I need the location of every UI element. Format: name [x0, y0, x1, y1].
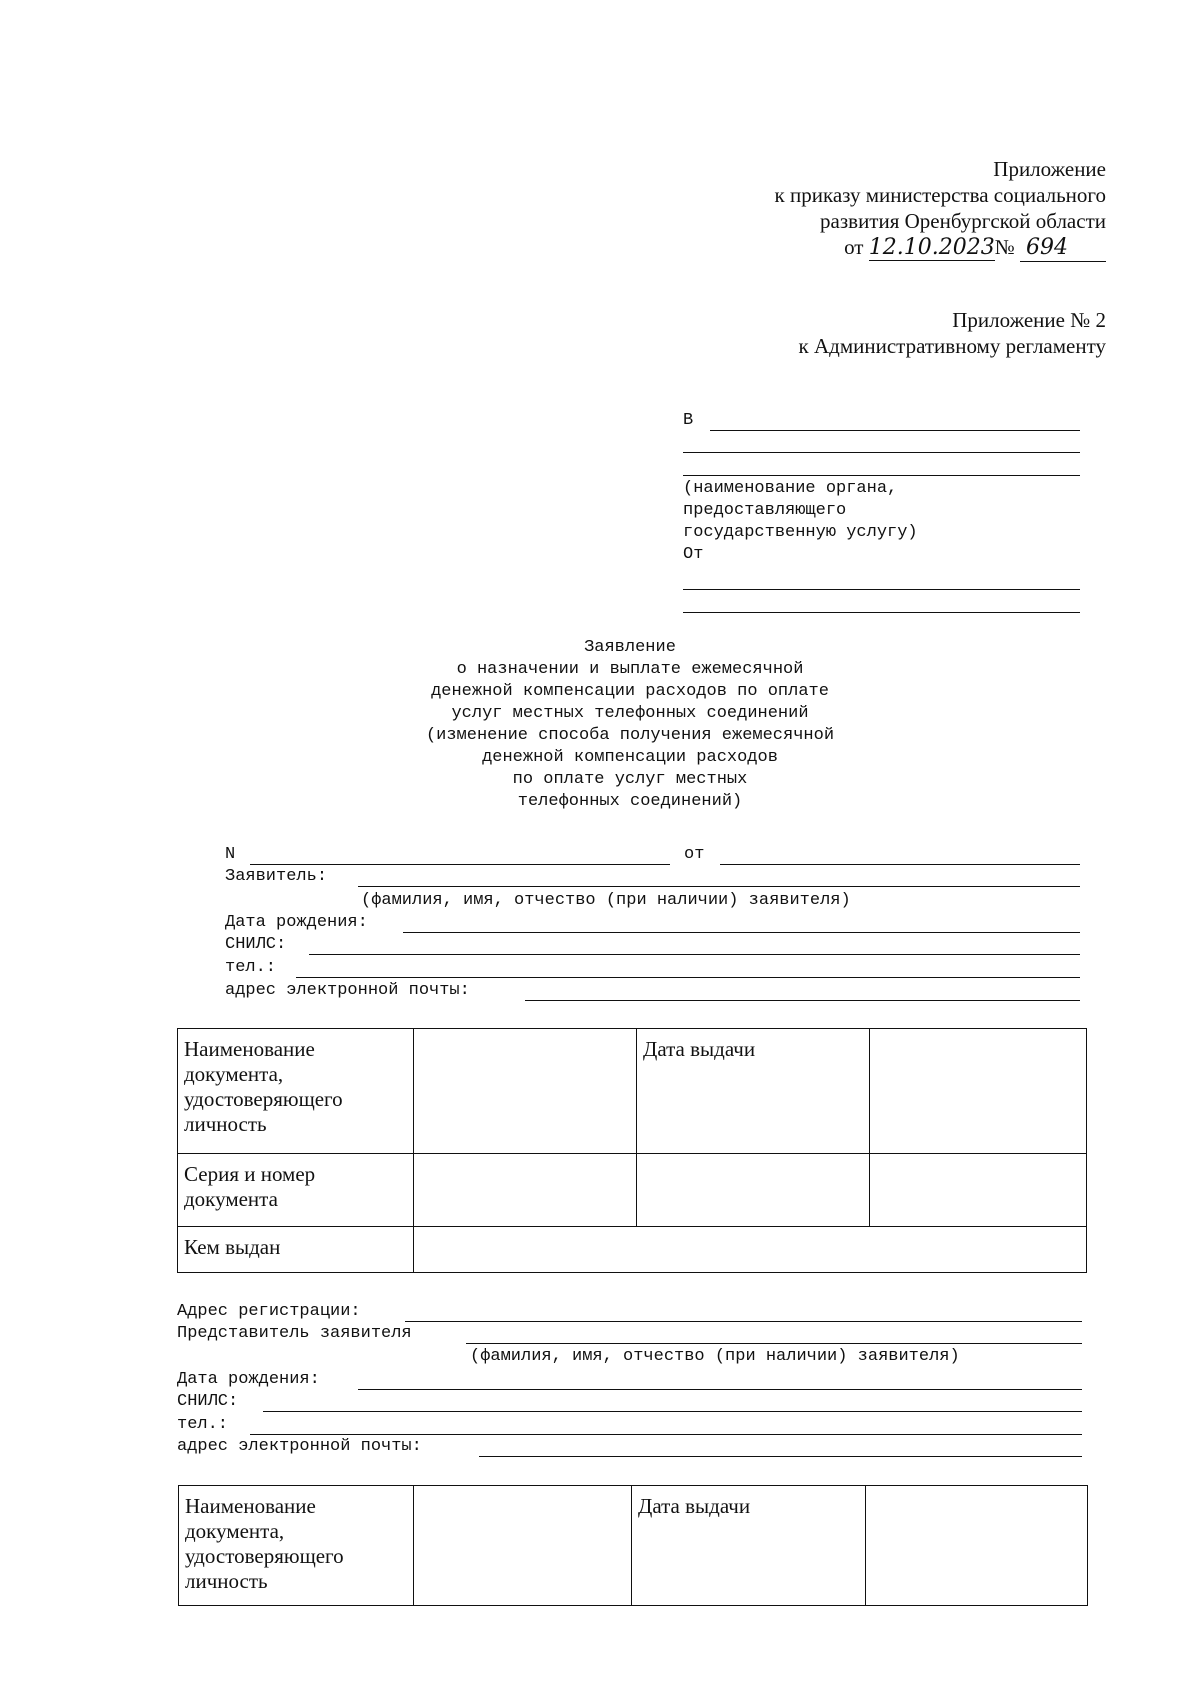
- issue-date-label: Дата выдачи: [637, 1029, 870, 1154]
- reg-address-line: [405, 1321, 1082, 1322]
- reg-address-label: Адрес регистрации:: [177, 1302, 361, 1321]
- organ-note-line-2: предоставляющего: [683, 501, 847, 520]
- approval-line-1: Приложение: [993, 157, 1106, 181]
- organ-note-line-3: государственную услугу): [683, 523, 918, 542]
- date-line: [720, 864, 1080, 865]
- series-number-extra-1: [637, 1154, 870, 1227]
- from-line-2: [683, 612, 1080, 613]
- title-line-6: денежной компенсации расходов: [482, 748, 778, 767]
- addressee-to-label: В: [683, 411, 694, 430]
- approval-date-value: 12.10.2023: [868, 235, 995, 260]
- issue-date-label-2: Дата выдачи: [632, 1486, 866, 1606]
- appendix-line-2: к Административному регламенту: [798, 334, 1106, 358]
- approval-date-prefix: от: [844, 235, 864, 259]
- applicant-birth-label: Дата рождения:: [225, 913, 368, 932]
- organ-note-line-1: (наименование органа,: [683, 479, 898, 498]
- rep-snils-line: [263, 1411, 1082, 1412]
- rep-birth-label: Дата рождения:: [177, 1370, 320, 1389]
- rep-snils-label: СНИЛС:: [177, 1392, 239, 1411]
- rep-phone-line: [250, 1434, 1082, 1435]
- number-line: [250, 864, 670, 865]
- addressee-line-3: [683, 475, 1080, 476]
- table-row: [179, 1486, 1088, 1606]
- rep-email-line: [479, 1456, 1082, 1457]
- title-line-8: телефонных соединений): [517, 792, 743, 811]
- from-line-1: [683, 589, 1080, 590]
- identity-document-table-2: [178, 1485, 1088, 1606]
- applicant-snils-label: СНИЛС:: [225, 935, 287, 954]
- addressee-line-2: [683, 452, 1080, 453]
- table-row: [178, 1029, 1087, 1154]
- applicant-phone-line: [296, 977, 1080, 978]
- title-line-3: денежной компенсации расходов по оплате: [431, 682, 829, 701]
- title-line-4: услуг местных телефонных соединений: [451, 704, 809, 723]
- series-number-extra-2: [870, 1154, 1087, 1227]
- identity-document-table-1: [177, 1028, 1087, 1273]
- applicant-phone-label: тел.:: [225, 958, 277, 977]
- applicant-snils-line: [309, 954, 1080, 955]
- representative-label: Представитель заявителя: [177, 1324, 412, 1343]
- title-line-5: (изменение способа получения ежемесячной: [425, 726, 835, 745]
- addressee-line-1: [710, 430, 1080, 431]
- appendix-block: [600, 307, 1106, 359]
- doc-name-value-2: [414, 1486, 632, 1606]
- table-row: [178, 1227, 1087, 1273]
- rep-birth-line: [358, 1389, 1082, 1390]
- number-label: N: [225, 845, 236, 864]
- doc-name-label-2: Наименование документа, удостоверяющего личность: [179, 1486, 414, 1606]
- applicant-line: [358, 886, 1080, 887]
- applicant-email-label: адрес электронной почты:: [225, 981, 470, 1000]
- rep-email-label: адрес электронной почты:: [177, 1437, 422, 1456]
- representative-line: [466, 1343, 1082, 1344]
- title-line-2: о назначении и выплате ежемесячной: [456, 660, 804, 679]
- series-number-label: Серия и номер документа: [178, 1154, 414, 1227]
- approval-line-2: к приказу министерства социального: [774, 183, 1106, 207]
- addressee-from-label: От: [683, 545, 704, 564]
- approval-number-value: 694: [1020, 235, 1106, 262]
- issued-by-label: Кем выдан: [178, 1227, 414, 1273]
- title-line-7: по оплате услуг местных: [512, 770, 748, 789]
- issue-date-value-2: [866, 1486, 1088, 1606]
- applicant-fio-note: (фамилия, имя, отчество (при наличии) заявителя): [361, 891, 851, 910]
- date-label: от: [684, 845, 705, 864]
- document-title: [340, 637, 920, 813]
- representative-fio-note: (фамилия, имя, отчество (при наличии) заявителя): [470, 1347, 960, 1366]
- table-row: [178, 1154, 1087, 1227]
- series-number-value: [414, 1154, 637, 1227]
- doc-name-value: [414, 1029, 637, 1154]
- approval-line-3: развития Оренбургской области: [820, 209, 1106, 233]
- approval-number-prefix: №: [994, 235, 1015, 259]
- title-line-1: Заявление: [584, 638, 676, 657]
- issued-by-value: [414, 1227, 1087, 1273]
- approval-block: [600, 156, 1106, 262]
- doc-name-label: Наименование документа, удостоверяющего личность: [178, 1029, 414, 1154]
- issue-date-value: [870, 1029, 1087, 1154]
- rep-phone-label: тел.:: [177, 1415, 229, 1434]
- applicant-label: Заявитель:: [225, 867, 328, 886]
- applicant-birth-line: [403, 932, 1080, 933]
- addressee-organ-note: [683, 478, 918, 566]
- applicant-email-line: [525, 1000, 1080, 1001]
- appendix-line-1: Приложение № 2: [952, 308, 1106, 332]
- approval-date-line: [600, 234, 1106, 262]
